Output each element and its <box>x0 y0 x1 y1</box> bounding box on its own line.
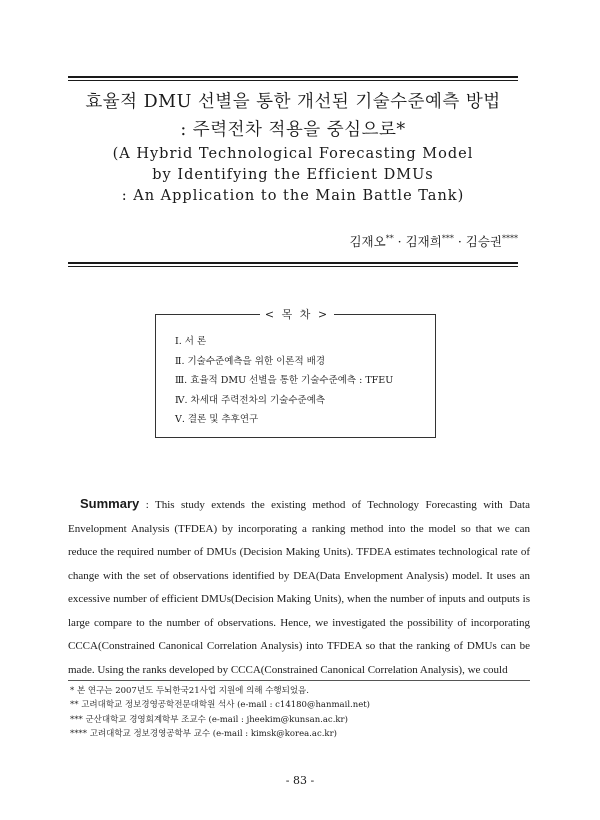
author-line <box>349 232 518 250</box>
bottom-rule-thin <box>68 266 518 267</box>
toc-item: Ⅰ. 서 론 <box>175 336 207 347</box>
footnote: * 본 연구는 2007년도 두뇌한국21사업 지원에 의해 수행되었음. <box>70 686 309 696</box>
title-block <box>68 88 518 207</box>
english-title-line-1: (A Hybrid Technological Forecasting Model <box>112 146 474 162</box>
footnote-rule <box>68 680 530 681</box>
toc-item: Ⅱ. 기술수준예측을 위한 이론적 배경 <box>175 355 326 367</box>
author-name-3: 김승권 <box>465 234 502 249</box>
table-of-contents-header: < 목 차 > <box>260 306 334 322</box>
toc-item: Ⅲ. 효율적 DMU 선별을 통한 기술수준예측 : TFEU <box>175 375 394 386</box>
page-number: - 83 - <box>285 774 315 787</box>
summary-label: Summary <box>80 496 140 511</box>
english-title-line-2: by Identifying the Efficient DMUs <box>152 167 434 183</box>
summary-text: : This study extends the existing method of Technology Forecasting with Data Envelopment Analysis (TFDEA) by incorporating a ranking method into the model so that we can reduce the required number of DMUs (Decision Making Units). TFDEA estimates technological rate of change with the set of observations identified by DEA(Data Envelopment Analysis) model. It uses an excessive number of efficient DMUs(Decision Making Units), when the number of inputs and outputs is large compare to the number of observations. Hence, we investigated the possibility of incorporating CCCA(Constrained Canonical Correlation Analysis) into TFDEA so that the ranking of DMUs can be made. Using the ranks developed by CCCA(Constrained Canonical Correlation Analysis), we could <box>68 499 530 676</box>
author-name-2: 김재희 <box>405 234 442 249</box>
author-mark-2: *** <box>441 233 454 243</box>
author-name-1: 김재오 <box>349 234 386 249</box>
bottom-rule-thick <box>68 262 518 264</box>
english-title-line-3: : An Application to the Main Battle Tank) <box>121 188 465 204</box>
author-mark-1: ** <box>385 233 394 243</box>
korean-title-line-2: : 주력전차 적용을 중심으로* <box>180 120 406 140</box>
toc-item: Ⅴ. 결론 및 추후연구 <box>175 414 259 425</box>
footnote: ** 고려대학교 정보경영공학전문대학원 석사 (e-mail : c14180@hanmail.net) <box>70 700 370 711</box>
table-of-contents-list <box>175 332 393 430</box>
top-rule-thin <box>68 80 518 81</box>
summary-paragraph <box>68 492 530 682</box>
footnote: **** 고려대학교 정보경영공학부 교수 (e-mail : kimsk@korea.ac.kr) <box>70 728 337 739</box>
top-rule-thick <box>68 76 518 78</box>
author-mark-3: **** <box>502 233 518 243</box>
korean-title-line-1: 효율적 DMU 선별을 통한 개선된 기술수준예측 방법 <box>85 92 501 112</box>
footnotes <box>70 684 370 741</box>
author-separator-2: · <box>453 234 466 249</box>
footnote: *** 군산대학교 경영회계학부 조교수 (e-mail : jheekim@kunsan.ac.kr) <box>70 714 348 725</box>
toc-item: Ⅳ. 차세대 주력전차의 기술수준예측 <box>175 394 326 406</box>
author-separator-1: · <box>393 234 406 249</box>
